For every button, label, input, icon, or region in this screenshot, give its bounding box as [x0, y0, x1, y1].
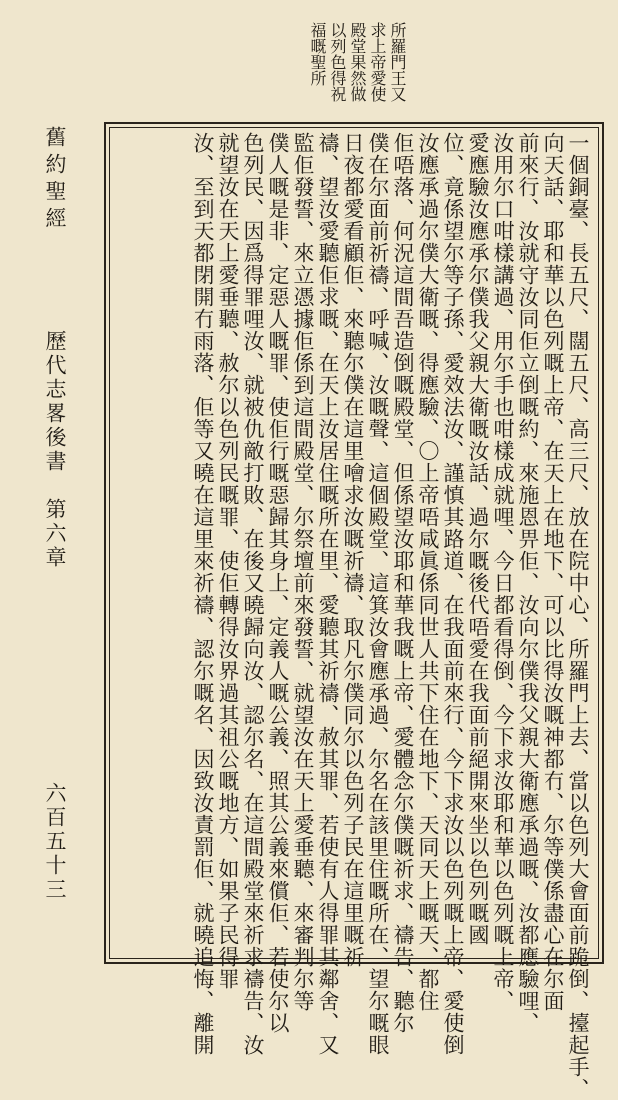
page-number: 六百五十三 — [43, 782, 67, 902]
note-column: 求上帝愛使 — [368, 22, 387, 102]
text-column: 前來行、汝就守汝同佢立倒嘅約、來施恩畀佢、汝向尔僕我父親大衛應承過嘅、汝都應驗哩、 — [516, 132, 540, 1034]
text-column: 監佢發誓、來立憑據佢係到這間殿堂、尔祭壇前來發誓、就望汝在天上愛垂聽、來審判尔等 — [291, 132, 315, 1012]
chapter-label: 歷代志畧後書 第六章 — [43, 330, 67, 570]
text-column: 位、竟係望尔等子孫、愛效法汝、謹慎其路道、在我面前來行、今下求汝以色列嘅上帝、愛使倒 — [441, 132, 465, 1056]
main-text — [109, 128, 595, 1100]
text-columns — [191, 132, 590, 1100]
header-note — [309, 22, 406, 112]
text-column: 向天話、耶和華以色列嘅上帝、在天上在地下、可以比得汝嘅神都冇、尔等僕係盡心在尔面 — [541, 132, 565, 1012]
text-column: 汝用尔口咁樣講過、用尔手也咁樣成就哩、今日都看得倒、今下求汝耶和華以色列嘅上帝、 — [491, 132, 515, 1012]
text-column: 僕在尔面前祈禱、呼喊、汝嘅聲、這個殿堂、這箕汝會應承過、尔名在該里住嘅所在、望尔嘅眼 — [366, 132, 390, 1056]
text-column: 一個銅臺、長五尺、闊五尺、高三尺、放在院中心、所羅門上去、當以色列大會面前跪倒、擡起手、 — [566, 132, 590, 1100]
text-column: 禱、望汝愛聽佢求嘅、在天上汝居住嘅所在里、愛聽其祈禱、赦其罪、若使有人得罪其鄰舍、又 — [316, 132, 340, 1056]
text-column: 汝應承過尔僕大衛嘅、得應驗、〇上帝唔咸眞係同世人共下住在地下、天同天上嘅天、都住 — [416, 132, 440, 1012]
text-column: 色列民、因爲得罪哩汝、就被仇敵打敗、在後又曉歸向汝、認尔名、在這間殿堂來祈求禱告、汝 — [241, 132, 265, 1056]
text-column: 佢唔落、何況這間吾造倒嘅殿堂、但係望汝耶和華我嘅上帝、愛體念尔僕嘅祈求、禱告、聽尔 — [391, 132, 415, 1034]
book-title: 舊約聖經 — [43, 126, 67, 234]
note-column: 以列色得祝 — [328, 22, 347, 102]
note-column: 福嘅聖所 — [308, 22, 327, 86]
note-column: 所羅門王又 — [388, 22, 407, 102]
text-column: 日夜都愛看顧佢、來聽尔僕在這里噲求汝嘅祈禱、取凡尔僕同尔以色列子民在這里嘅祈 — [341, 132, 365, 968]
text-column: 愛應驗汝應承尔僕我父親大衛嘅汝話、過尔嘅後代唔愛在我面前絕開來坐以色列嘅國 — [466, 132, 490, 946]
text-column: 就望汝在天上愛垂聽、赦尔以色列民嘅罪、使佢轉得汝界過其祖公嘅地方、如果子民得罪 — [216, 132, 240, 990]
text-column: 汝、至到天都閉開冇雨落、佢等又曉在這里來祈禱、認尔嘅名、因致汝責罰佢、就曉追悔、離開 — [191, 132, 215, 1056]
text-column: 僕人嘅是非、定惡人嘅罪、使佢行嘅惡歸其身上、定義人嘅公義、照其公義來償佢、若使尔以 — [266, 132, 290, 1034]
note-column: 殿堂果然做 — [348, 22, 367, 102]
